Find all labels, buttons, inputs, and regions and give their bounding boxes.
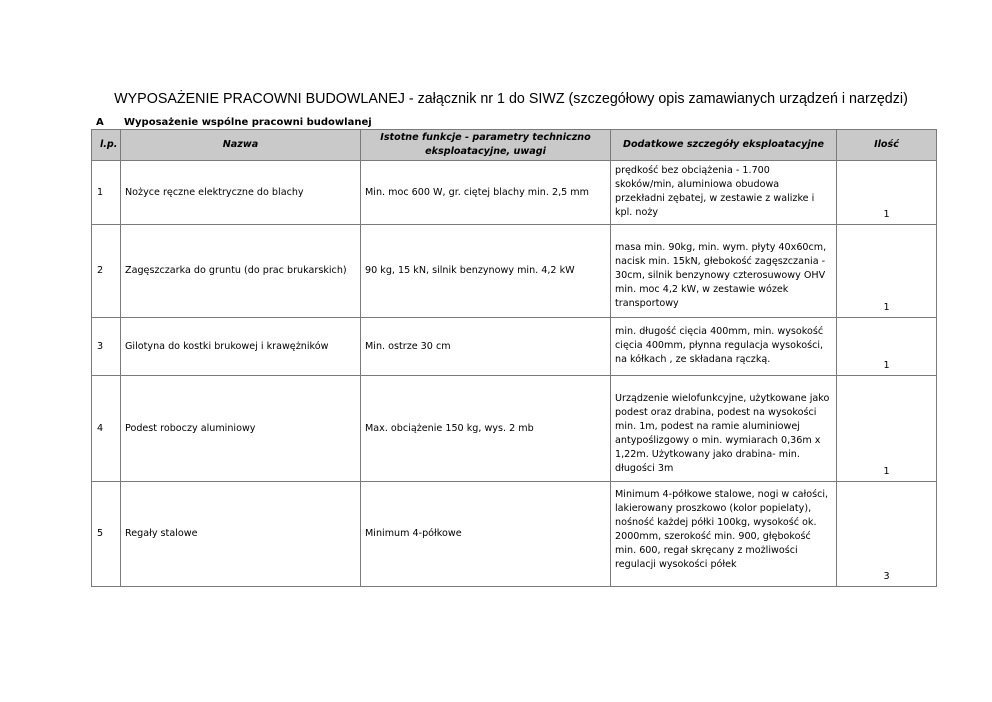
cell-qty: 1 bbox=[837, 161, 937, 225]
cell-name: Gilotyna do kostki brukowej i krawężników bbox=[121, 318, 361, 376]
cell-params: Max. obciążenie 150 kg, wys. 2 mb bbox=[361, 376, 611, 482]
header-name: Nazwa bbox=[121, 130, 361, 161]
cell-details: masa min. 90kg, min. wym. płyty 40x60cm, nacisk min. 15kN, głebokość zagęszczania - 30cm, silnik benzynowy czterosuwowy OHV min. moc 4,2 kW, w zestawie wózek transportowy bbox=[611, 225, 837, 318]
cell-params: Min. ostrze 30 cm bbox=[361, 318, 611, 376]
table-row bbox=[92, 482, 937, 587]
table-header-row bbox=[92, 130, 937, 161]
cell-name: Podest roboczy aluminiowy bbox=[121, 376, 361, 482]
table-row bbox=[92, 225, 937, 318]
cell-lp: 4 bbox=[92, 376, 121, 482]
section-letter: A bbox=[96, 117, 104, 128]
header-details: Dodatkowe szczegóły eksploatacyjne bbox=[611, 130, 837, 161]
cell-qty: 3 bbox=[837, 482, 937, 587]
cell-qty: 1 bbox=[837, 376, 937, 482]
cell-qty: 1 bbox=[837, 318, 937, 376]
cell-params: Min. moc 600 W, gr. ciętej blachy min. 2,5 mm bbox=[361, 161, 611, 225]
cell-lp: 3 bbox=[92, 318, 121, 376]
cell-name: Regały stalowe bbox=[121, 482, 361, 587]
cell-lp: 5 bbox=[92, 482, 121, 587]
cell-lp: 1 bbox=[92, 161, 121, 225]
header-qty: Ilość bbox=[837, 130, 937, 161]
table-row bbox=[92, 376, 937, 482]
header-params: Istotne funkcje - parametry techniczno eksploatacyjne, uwagi bbox=[361, 130, 611, 161]
cell-details: min. długość cięcia 400mm, min. wysokość cięcia 400mm, płynna regulacja wysokości, na kółkach , ze składana rączką. bbox=[611, 318, 837, 376]
cell-details: prędkość bez obciążenia - 1.700 skoków/min, aluminiowa obudowa przekładni zębatej, w zestawie z walizke i kpl. noży bbox=[611, 161, 837, 225]
header-lp: l.p. bbox=[92, 130, 121, 161]
cell-params: Minimum 4-półkowe bbox=[361, 482, 611, 587]
document-title: WYPOSAŻENIE PRACOWNI BUDOWLANEJ - załącznik nr 1 do SIWZ (szczegółowy opis zamawianych urządzeń i narzędzi) bbox=[114, 91, 908, 107]
cell-name: Zagęszczarka do gruntu (do prac brukarskich) bbox=[121, 225, 361, 318]
cell-name: Nożyce ręczne elektryczne do blachy bbox=[121, 161, 361, 225]
equipment-table bbox=[91, 129, 937, 587]
cell-details: Urządzenie wielofunkcyjne, użytkowane jako podest oraz drabina, podest na wysokości min. 1m, podest na ramie aluminiowej antypoślizgowy o min. wymiarach 0,36m x 1,22m. Użytkowany jako drabina- min. długości 3m bbox=[611, 376, 837, 482]
section-title: Wyposażenie wspólne pracowni budowlanej bbox=[124, 117, 372, 128]
table-row bbox=[92, 161, 937, 225]
table-row bbox=[92, 318, 937, 376]
cell-lp: 2 bbox=[92, 225, 121, 318]
cell-qty: 1 bbox=[837, 225, 937, 318]
cell-params: 90 kg, 15 kN, silnik benzynowy min. 4,2 kW bbox=[361, 225, 611, 318]
cell-details: Minimum 4-półkowe stalowe, nogi w całości, lakierowany proszkowo (kolor popielaty), nośność każdej półki 100kg, wysokość ok. 2000mm, szerokość min. 900, głębokość min. 600, regał skręcany z możliwości regulacji wysokości półek bbox=[611, 482, 837, 587]
